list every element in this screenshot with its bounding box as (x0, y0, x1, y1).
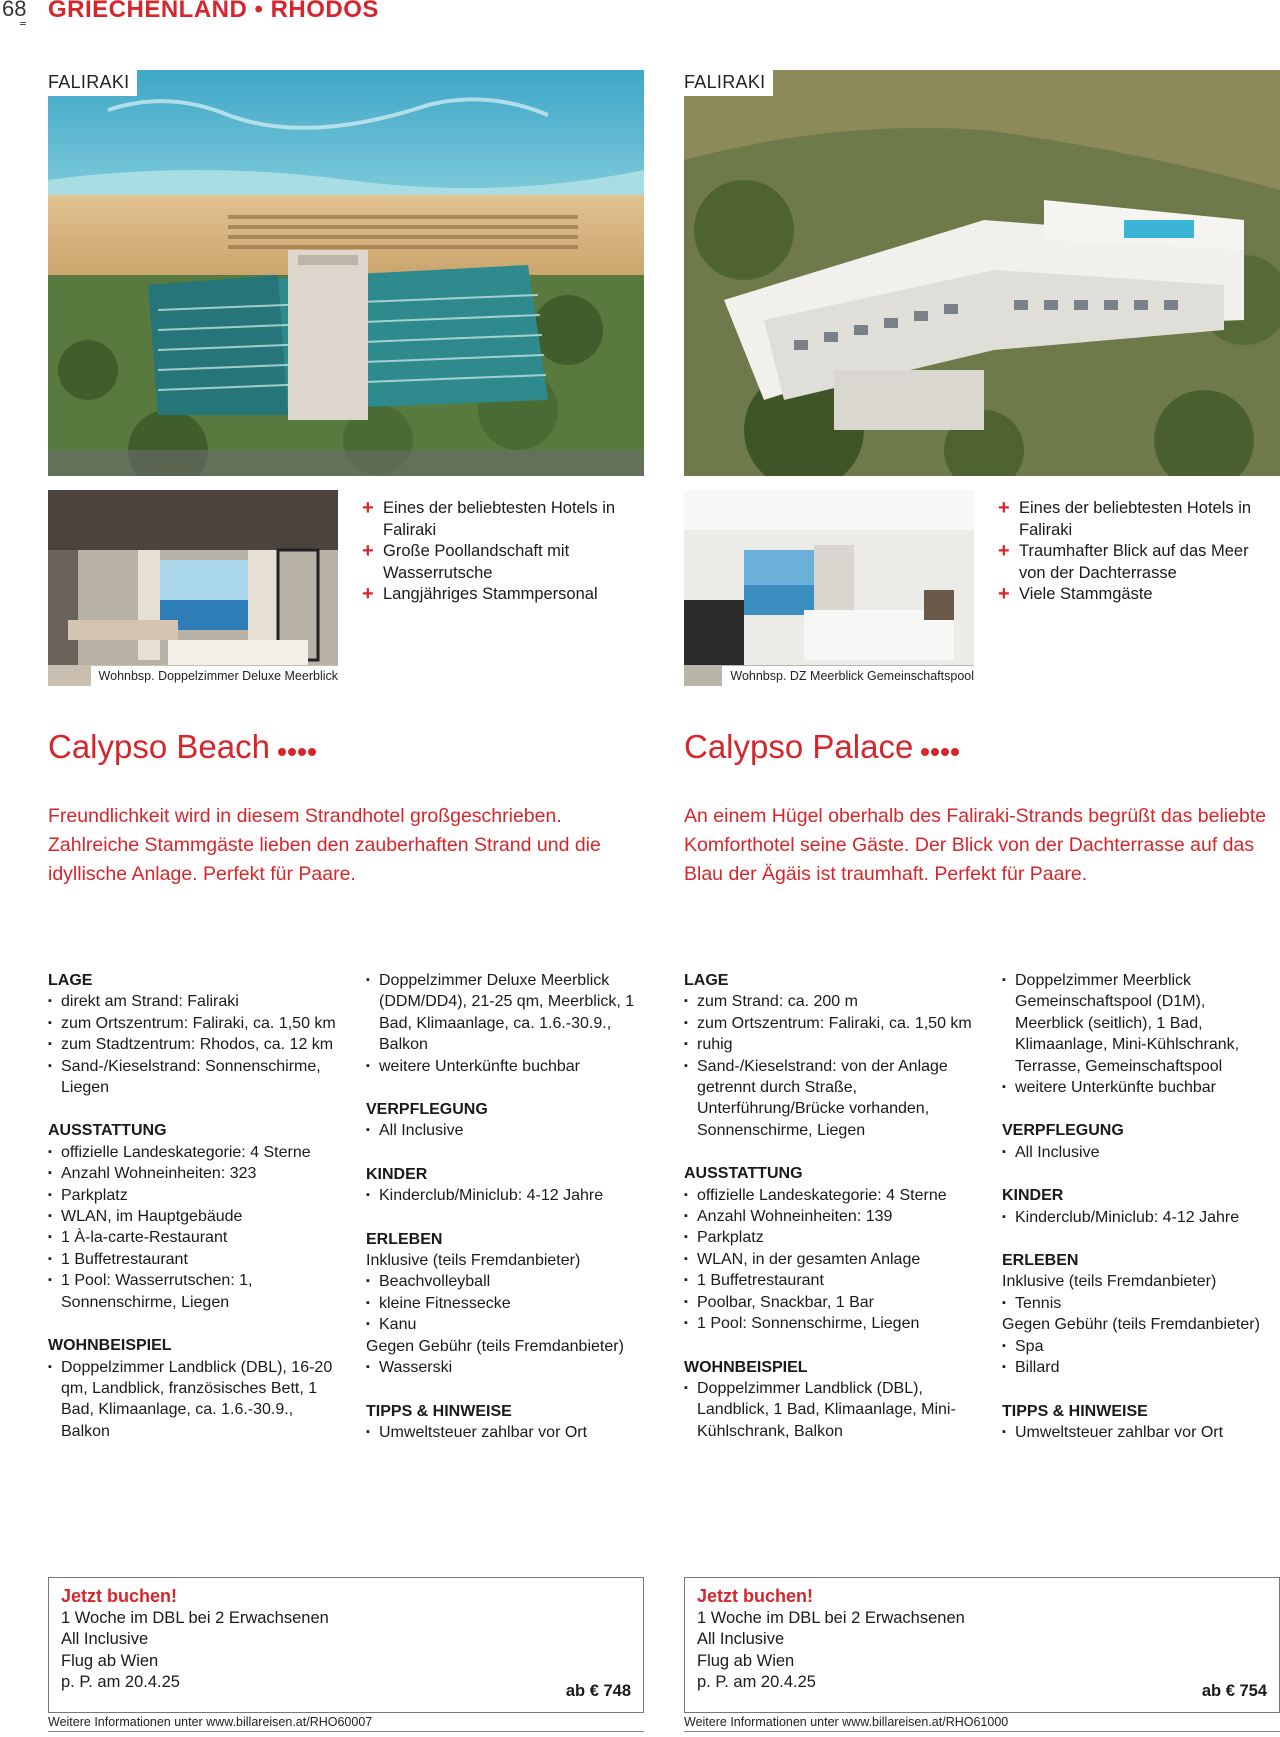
star-dot-icon (278, 748, 286, 756)
section-heading: TIPPS & HINWEISE (366, 1402, 512, 1420)
list-item: ▪ WLAN, in der gesamten Anlage (684, 1249, 976, 1270)
hotel-intro: Freundlichkeit wird in diesem Strandhotel großgeschrieben. Zahlreiche Stammgäste lieben den zauberhaften Strand und die idyllische Anlage. Perfekt für Paare. (48, 805, 601, 885)
beach-hotel-aerial-image (48, 70, 644, 476)
booking-line: p. P. am 20.4.25 (61, 1673, 180, 1691)
highlight-item: + Traumhafter Blick auf das Meer von der Dachterrasse (998, 540, 1249, 582)
book-now-label[interactable]: Jetzt buchen! (61, 1586, 178, 1606)
star-rating (278, 730, 318, 768)
plus-icon: + (998, 583, 1010, 605)
list-item: ▪ All Inclusive (366, 1120, 646, 1141)
list-item: ▪ Beachvolleyball (366, 1271, 646, 1292)
room-caption: Wohnbsp. Doppelzimmer Deluxe Meerblick (91, 666, 338, 686)
footer-text: Weitere Informationen unter www.billareisen.at/ (48, 1715, 310, 1729)
list-item: ▪ weitere Unterkünfte buchbar (1002, 1077, 1274, 1098)
list-item: ▪ weitere Unterkünfte buchbar (366, 1056, 646, 1077)
booking-code-link[interactable]: RHO60007 (309, 1715, 373, 1729)
list-item: ▪ Anzahl Wohneinheiten: 139 (684, 1206, 976, 1227)
star-dot-icon (288, 748, 296, 756)
footer-info (48, 1715, 644, 1732)
book-now-label[interactable]: Jetzt buchen! (697, 1586, 814, 1606)
details-column (684, 970, 976, 1464)
list-item: ▪ Spa (1002, 1336, 1274, 1357)
star-dot-icon (941, 748, 949, 756)
star-dot-icon (931, 748, 939, 756)
list-item: ▪ Billard (1002, 1357, 1274, 1378)
list-item: ▪ ruhig (684, 1034, 976, 1055)
section-heading: AUSSTATTUNG (48, 1122, 167, 1140)
list-item: ▪ Anzahl Wohneinheiten: 323 (48, 1163, 340, 1184)
booking-line: All Inclusive (61, 1630, 149, 1648)
hotel-title-calypso-beach: Calypso Beach (48, 728, 318, 768)
sub-label: Inklusive (teils Fremdanbieter) (366, 1252, 581, 1270)
highlight-item: + Viele Stammgäste (998, 583, 1153, 605)
list-item: ▪ Poolbar, Snackbar, 1 Bar (684, 1292, 976, 1313)
price-label: ab € 748 (565, 1681, 631, 1700)
section-heading: AUSSTATTUNG (684, 1165, 803, 1183)
room-caption: Wohnbsp. DZ Meerblick Gemeinschaftspool (722, 666, 974, 686)
list-item: ▪ Doppelzimmer Meerblick Gemeinschaftspool (D1M), Meerblick (seitlich), 1 Bad, Klimaanlage, Mini-Kühlschrank, Terrasse, Gemeinschaftspool (1002, 970, 1274, 1077)
footer-text: Weitere Informationen unter www.billareisen.at/ (684, 1715, 946, 1729)
star-dot-icon (951, 748, 959, 756)
booking-line: All Inclusive (697, 1630, 785, 1648)
plus-icon: + (362, 583, 374, 605)
plus-icon: + (998, 540, 1010, 562)
list-item: ▪ zum Ortszentrum: Faliraki, ca. 1,50 km (684, 1013, 976, 1034)
room-photo-calypso-beach (48, 490, 338, 686)
list-item: ▪ Doppelzimmer Landblick (DBL), Landblick, 1 Bad, Klimaanlage, Mini-Kühlschrank, Balkon (684, 1378, 976, 1442)
room-photo-calypso-palace (684, 490, 974, 686)
list-item: ▪ 1 Pool: Sonnenschirme, Liegen (684, 1313, 976, 1334)
list-item: ▪ offizielle Landeskategorie: 4 Sterne (48, 1142, 340, 1163)
hotel-intro: An einem Hügel oberhalb des Faliraki-Strands begrüßt das beliebte Komforthotel seine Gäste. Der Blick von der Dachterrasse auf das Blau der Ägäis ist traumhaft. Perfekt für Paare. (684, 805, 1267, 885)
list-item: ▪ Sand-/Kieselstrand: Sonnenschirme, Liegen (48, 1056, 340, 1099)
section-heading: KINDER (1002, 1187, 1064, 1205)
sub-label: Gegen Gebühr (teils Fremdanbieter) (366, 1337, 624, 1355)
list-item: ▪ Kinderclub/Miniclub: 4-12 Jahre (1002, 1207, 1274, 1228)
list-item: ▪ zum Ortszentrum: Faliraki, ca. 1,50 km (48, 1013, 340, 1034)
list-item: ▪ Kinderclub/Miniclub: 4-12 Jahre (366, 1185, 646, 1206)
sub-label: Gegen Gebühr (teils Fremdanbieter) (1002, 1316, 1260, 1334)
plus-icon: + (362, 497, 374, 519)
list-item: ▪ zum Stadtzentrum: Rhodos, ca. 12 km (48, 1034, 340, 1055)
list-item: ▪ Parkplatz (684, 1227, 976, 1248)
booking-line: 1 Woche im DBL bei 2 Erwachsenen (61, 1608, 329, 1627)
room-interior-image (48, 490, 338, 686)
booking-line: Flug ab Wien (61, 1651, 159, 1670)
booking-code-link[interactable]: RHO61000 (945, 1715, 1009, 1729)
section-heading: WOHNBEISPIEL (684, 1358, 808, 1376)
plus-icon: + (362, 540, 374, 562)
booking-box-calypso-palace[interactable] (684, 1577, 1280, 1713)
hotel-main-photo-calypso-beach (48, 70, 644, 476)
region-title: GRIECHENLAND • RHODOS (48, 0, 379, 23)
star-dot-icon (298, 748, 306, 756)
booking-line: 1 Woche im DBL bei 2 Erwachsenen (697, 1608, 965, 1627)
list-item: ▪ zum Strand: ca. 200 m (684, 991, 976, 1012)
section-heading: ERLEBEN (366, 1230, 443, 1248)
section-heading: KINDER (366, 1165, 428, 1183)
hotel-main-photo-calypso-palace (684, 70, 1280, 476)
list-item: ▪ 1 Buffetrestaurant (684, 1270, 976, 1291)
section-heading: VERPFLEGUNG (366, 1101, 488, 1119)
list-item: ▪ Doppelzimmer Landblick (DBL), 16-20 qm, Landblick, französisches Bett, 1 Bad, Klimaanlage, ca. 1.6.-30.9., Balkon (48, 1357, 340, 1443)
list-item: ▪ kleine Fitnessecke (366, 1293, 646, 1314)
highlight-item: + Eines der beliebtesten Hotels in Faliraki (998, 497, 1252, 539)
list-item: ▪ All Inclusive (1002, 1142, 1274, 1163)
list-item: ▪ WLAN, im Hauptgebäude (48, 1206, 340, 1227)
booking-line: Flug ab Wien (697, 1651, 795, 1670)
highlight-item: + Große Poollandschaft mit Wasserrutsche (362, 540, 570, 582)
list-item: ▪ Kanu (366, 1314, 646, 1335)
section-heading: VERPFLEGUNG (1002, 1122, 1124, 1140)
list-item: ▪ 1 Pool: Wasserrutschen: 1, Sonnenschirme, Liegen (48, 1270, 340, 1313)
plus-icon: + (998, 497, 1010, 519)
highlights-list (362, 498, 634, 606)
hillside-hotel-aerial-image (684, 70, 1280, 476)
section-heading: LAGE (684, 972, 729, 989)
price-label: ab € 754 (1201, 1681, 1267, 1700)
section-heading: TIPPS & HINWEISE (1002, 1402, 1148, 1420)
section-heading: LAGE (48, 972, 93, 989)
star-rating (921, 730, 961, 768)
list-item: ▪ 1 À-la-carte-Restaurant (48, 1227, 340, 1248)
highlight-item: + Langjähriges Stammpersonal (362, 583, 598, 605)
list-item: ▪ 1 Buffetrestaurant (48, 1249, 340, 1270)
list-item: ▪ Tennis (1002, 1293, 1274, 1314)
list-item: ▪ Umweltsteuer zahlbar vor Ort (1002, 1422, 1274, 1443)
details-column (1002, 970, 1274, 1465)
highlights-list (998, 498, 1270, 606)
section-heading: ERLEBEN (1002, 1252, 1079, 1270)
room-interior-image (684, 490, 974, 686)
star-dot-icon (921, 748, 929, 756)
section-heading: WOHNBEISPIEL (48, 1337, 172, 1355)
page-number-mark (20, 22, 26, 25)
list-item: ▪ Sand-/Kieselstrand: von der Anlage getrennt durch Straße, Unterführung/Brücke vorhanden, Sonnenschirme, Liegen (684, 1056, 976, 1142)
details-column (366, 970, 646, 1465)
list-item: ▪ Parkplatz (48, 1185, 340, 1206)
hotel-title-calypso-palace: Calypso Palace (684, 728, 961, 768)
list-item: ▪ direkt am Strand: Faliraki (48, 991, 340, 1012)
booking-box-calypso-beach[interactable] (48, 1577, 644, 1713)
star-dot-icon (308, 748, 316, 756)
location-tag: FALIRAKI (48, 70, 137, 96)
list-item: ▪ Doppelzimmer Deluxe Meerblick (DDM/DD4), 21-25 qm, Meerblick, 1 Bad, Klimaanlage, ca. 1.6.-30.9., Balkon (366, 970, 646, 1056)
highlight-item: + Eines der beliebtesten Hotels in Faliraki (362, 497, 616, 539)
footer-info (684, 1715, 1280, 1732)
page-number: 68 (2, 0, 27, 21)
details-column (48, 970, 340, 1464)
list-item: ▪ Umweltsteuer zahlbar vor Ort (366, 1422, 646, 1443)
booking-line: p. P. am 20.4.25 (697, 1673, 816, 1691)
list-item: ▪ Wasserski (366, 1357, 646, 1378)
location-tag: FALIRAKI (684, 70, 773, 96)
list-item: ▪ offizielle Landeskategorie: 4 Sterne (684, 1185, 976, 1206)
sub-label: Inklusive (teils Fremdanbieter) (1002, 1273, 1217, 1291)
